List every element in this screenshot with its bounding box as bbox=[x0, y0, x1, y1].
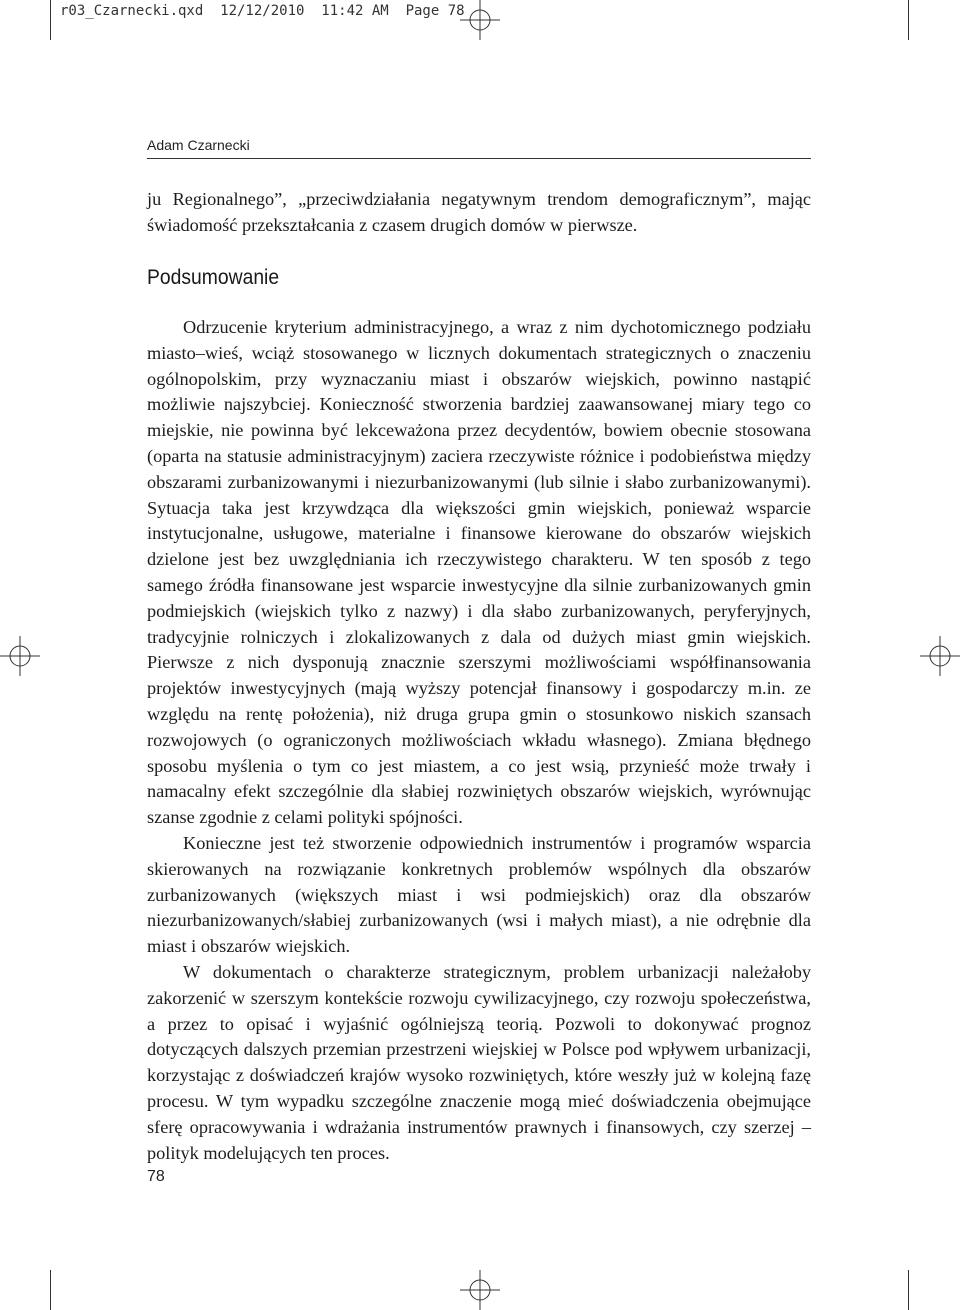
crop-mark-top-right bbox=[908, 0, 909, 40]
header-rule bbox=[147, 158, 811, 159]
registration-mark-top bbox=[460, 0, 500, 40]
crop-mark-bottom-left bbox=[50, 1270, 51, 1310]
registration-mark-bottom bbox=[460, 1270, 500, 1310]
section-body bbox=[147, 315, 811, 1166]
crop-mark-top-left bbox=[50, 0, 51, 40]
body-paragraph-1: Odrzucenie kryterium administracyjnego, a wraz z nim dychotomicznego podziału miasto–wieś, wciąż stosowanego w licznych dokumentach strategicznych o znaczeniu ogólnopolskim, przy wyznaczaniu miast i obszarów wiejskich, powinno nastąpić możliwie najszybciej. Konieczność stworzenia bardziej zaawansowanej miary tego co miejskie, nie powinna być lekceważona przez decydentów, bowiem obecnie stosowana (oparta na statusie administracyjnym) zaciera rzeczywiste różnice i podobieństwa między obszarami zurbanizowanymi i niezurbanizowanymi (lub silnie i słabo zurbanizowanymi). Sytuacja taka jest krzywdząca dla większości gmin wiejskich, ponieważ wsparcie instytucjonalne, usługowe, materialne i finansowe kierowane do obszarów wiejskich dzielone jest bez uwzględniania ich rzeczywistego charakteru. W ten sposób z tego samego źródła finansowane jest wsparcie inwestycyjne dla silnie zurbanizowanych gmin podmiejskich (wiejskich tylko z nazwy) i dla słabo zurbanizowanych, peryferyjnych, tradycyjnie rolniczych i zlokalizowanych z dala od dużych miast gmin wiejskich. Pierwsze z nich dysponują znacznie szerszymi możliwościami współfinansowania projektów inwestycyjnych (mają wyższy potencjał finansowy i gospodarczy m.in. ze względu na rentę położenia), niż druga grupa gmin o stosunkowo niskich szansach rozwojowych (o ograniczonych możliwościach wkładu własnego). Zmiana błędnego sposobu myślenia o tym co jest miastem, a co jest wsią, przynieść może trwały i namacalny efekt szczególnie dla słabiej rozwiniętych obszarów wiejskich, wyrównując szanse zgodnie z celami polityki spójności. bbox=[147, 317, 811, 828]
page-number: 78 bbox=[147, 1168, 165, 1185]
registration-mark-right bbox=[920, 636, 960, 676]
slug-line: r03_Czarnecki.qxd 12/12/2010 11:42 AM Page 78 bbox=[60, 3, 465, 19]
body-paragraph-3: W dokumentach o charakterze strategicznym, problem urbanizacji należałoby zakorzenić w szerszym kontekście rozwoju cywilizacyjnego, czy rozwoju społeczeństwa, a przez to opisać i wyjaśnić ogólniejszą teorią. Pozwoli to dokonywać prognoz dotyczących dalszych przemian przestrzeni wiejskiej w Polsce pod wpływem urbanizacji, korzystając z doświadczeń krajów wysoko rozwiniętych, które weszły już w kolejną fazę procesu. W tym wypadku szczególne znaczenie mogą mieć doświadczenia obejmujące sferę opracowywania i wdrażania instrumentów prawnych i finansowych, czy szerzej – polityk modelujących ten proces. bbox=[147, 961, 811, 1163]
continuation-text-block bbox=[147, 187, 811, 239]
body-paragraph-2: Konieczne jest też stworzenie odpowiednich instrumentów i programów wsparcia skierowanych na rozwiązanie konkretnych problemów wspólnych dla obszarów zurbanizowanych (większych miast i wsi podmiejskich) oraz dla obszarów niezurbanizowanych/słabiej zurbanizowanych (wsi i małych miast), a nie odrębnie dla miast i obszarów wiejskich. bbox=[147, 832, 811, 957]
registration-mark-left bbox=[0, 636, 40, 676]
continuation-paragraph: ju Regionalnego”, „przeciwdziałania negatywnym trendom demograficznym”, mając świadomość przekształcania z czasem drugich domów w pierwsze. bbox=[147, 189, 811, 235]
section-heading: Podsumowanie bbox=[147, 266, 280, 289]
crop-mark-bottom-right bbox=[908, 1270, 909, 1310]
running-head-author: Adam Czarnecki bbox=[147, 137, 250, 153]
